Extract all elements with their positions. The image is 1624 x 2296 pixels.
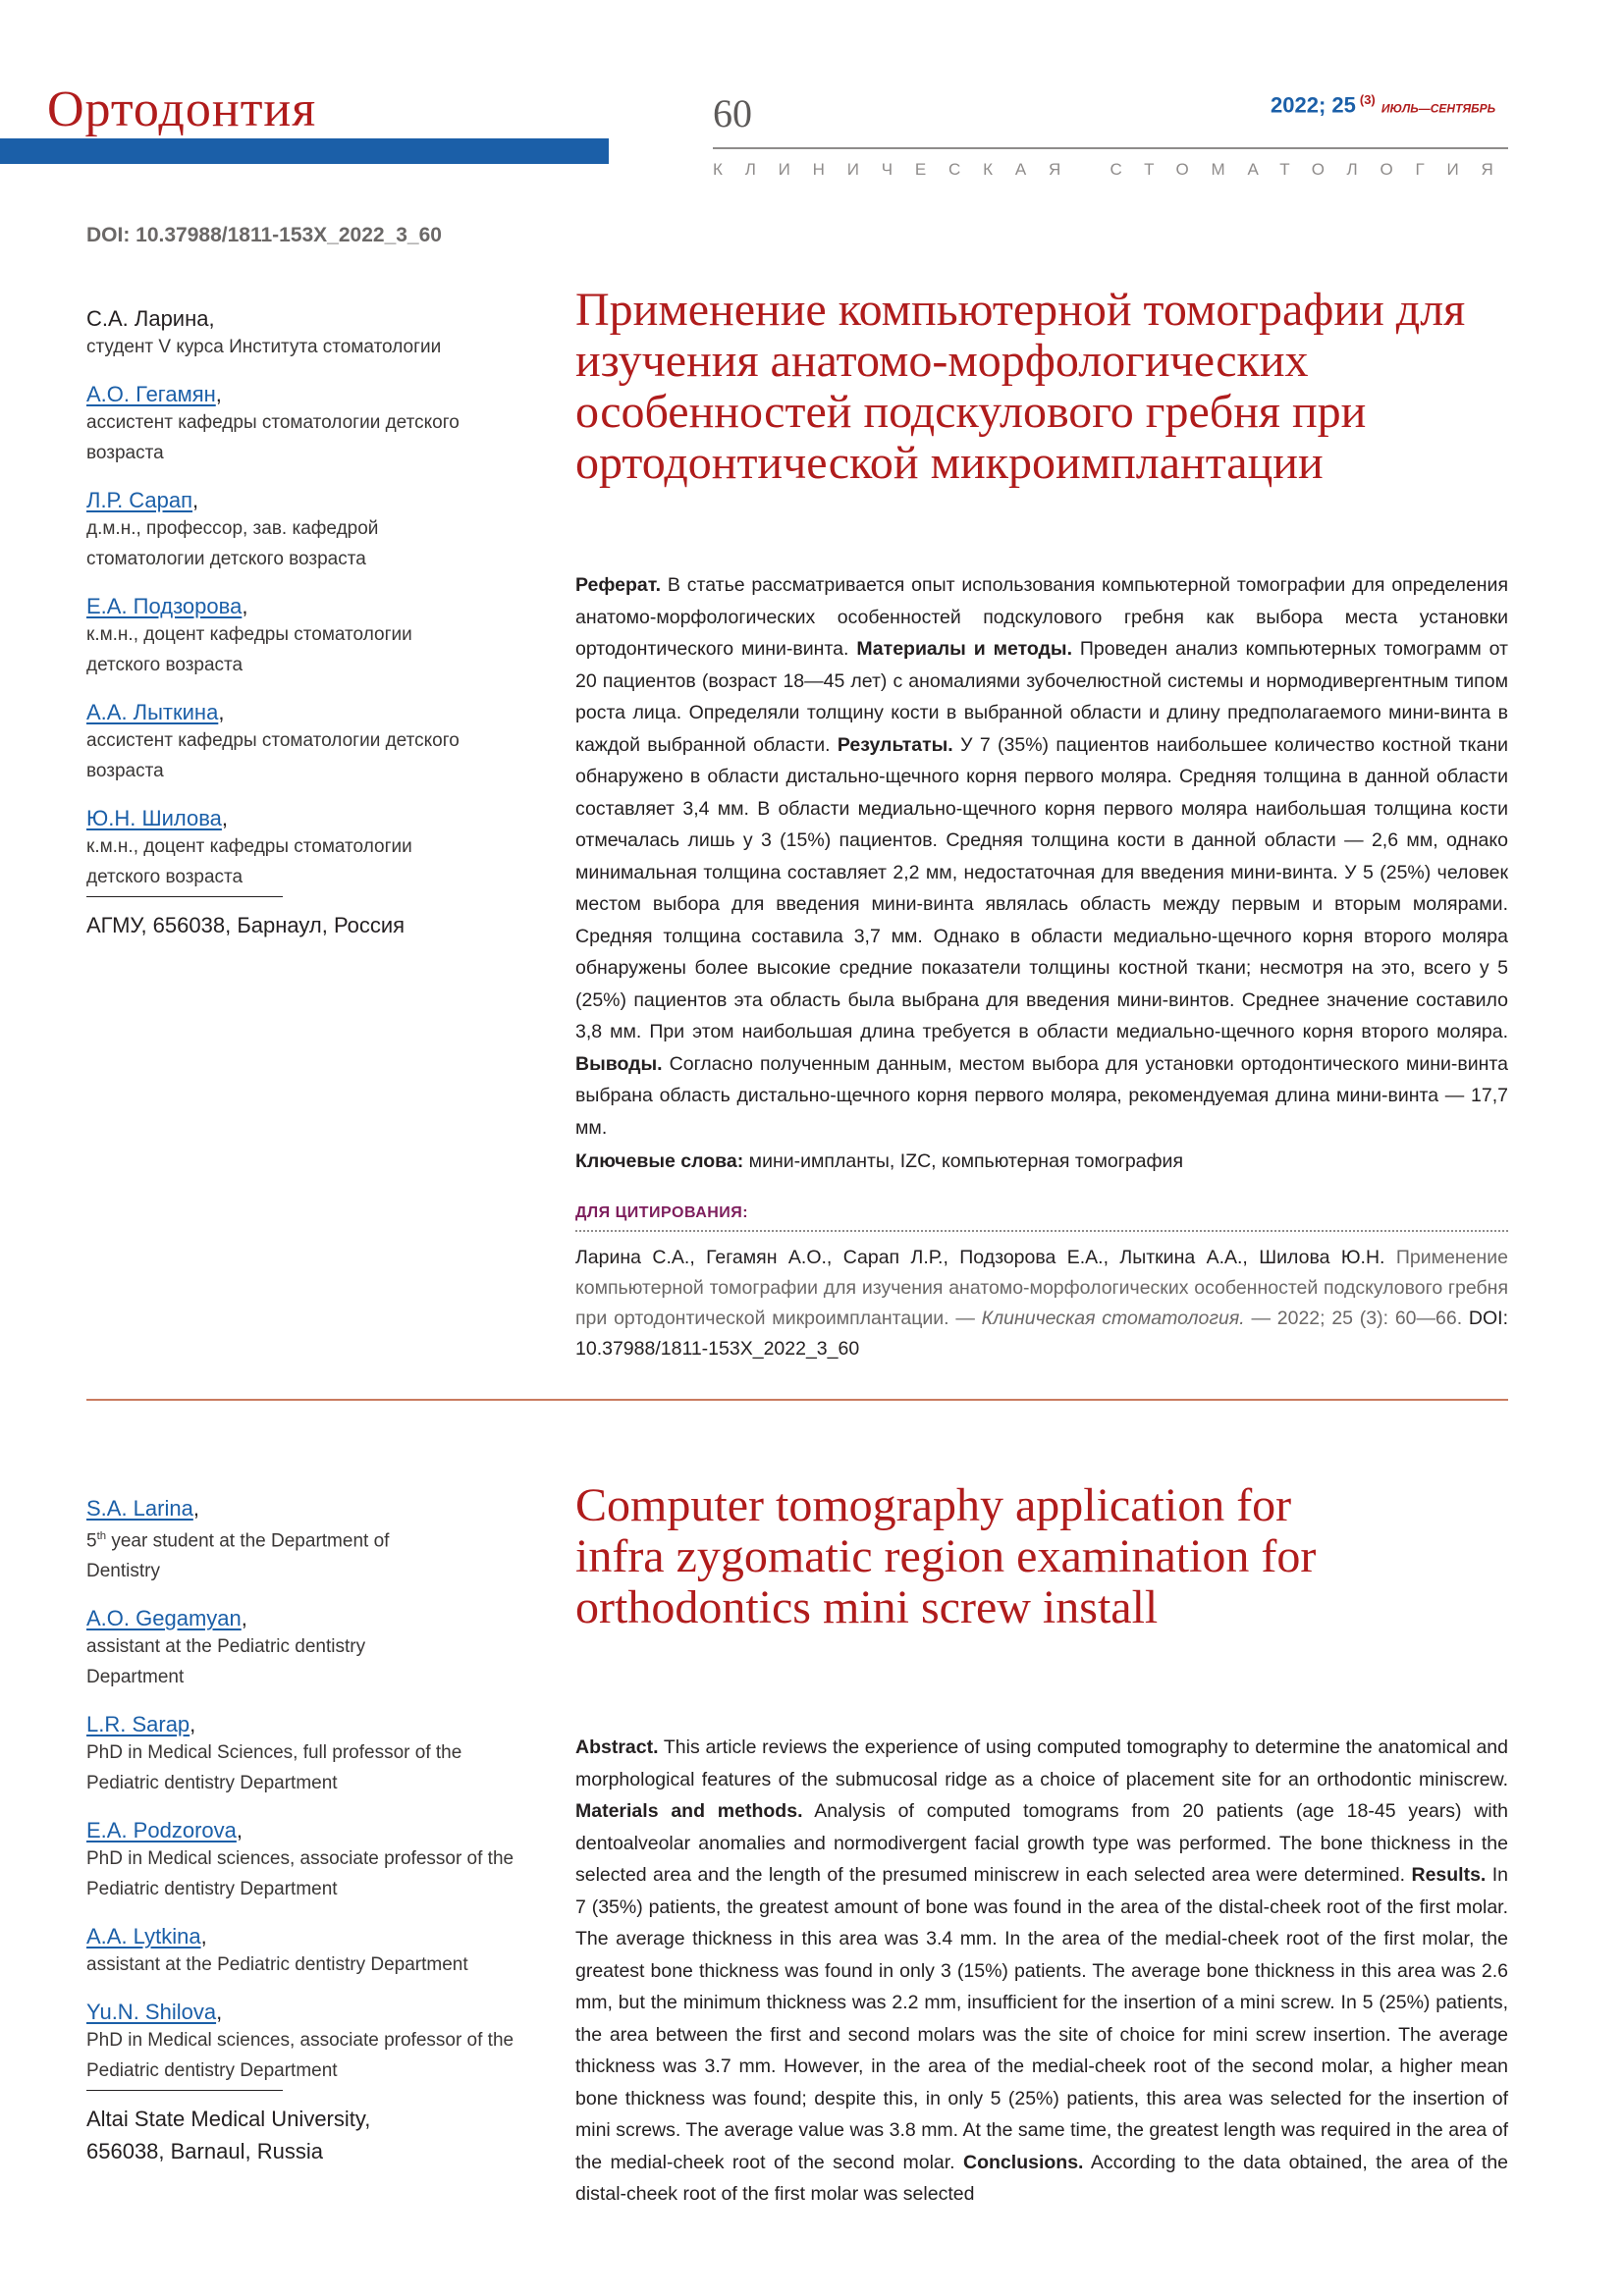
author-position: PhD in Medical Sciences, full professor of the Pediatric dentistry Department xyxy=(86,1742,462,1794)
author-name-link[interactable]: Ю.Н. Шилова xyxy=(86,806,222,830)
doi: DOI: 10.37988/1811-153X_2022_3_60 xyxy=(86,224,442,246)
author-position: ассистент кафедры стоматологии детского возраста xyxy=(86,412,460,463)
author-ru: А.А. Лыткина, ассистент кафедры стоматологии детского возраста xyxy=(86,700,538,786)
author-name-link[interactable]: E.A. Podzorova xyxy=(86,1818,237,1843)
affiliation-rule xyxy=(86,2090,283,2091)
author-name-link[interactable]: A.A. Lytkina xyxy=(86,1924,201,1949)
author-ru: А.О. Гегамян, ассистент кафедры стоматологии детского возраста xyxy=(86,382,538,468)
author-name-link[interactable]: Л.Р. Сарап xyxy=(86,488,193,512)
results-text: У 7 (35%) пациентов наибольшее количество костной ткани обнаружено в области дистально-щечного корня первого моляра. Средняя толщина в данной области составляет 3,4 мм. В области медиально-щечного корня первого моляра наибольшая толщина кости отмечалась лишь у 3 (15%) пациентов. Средняя толщина кости в данной области — 2,6 мм, однако минимальная толщина составляет 2,2 мм, недостаточная для введения мини-винта. У 5 (25%) человек местом выбора для введения мини-винта являлась область между первым и вторым молярами. Средняя толщина составила 3,7 мм. Однако в области медиально-щечного корня второго моляра обнаружены более высокие средние показатели толщины костной ткани; несмотря на это, всего у 5 (25%) пациентов эта область была выбрана для введения мини-винтов. Среднее значение составило 3,8 мм. При этом наибольшая длина требуется в области медиально-щечного корня второго моляра. xyxy=(575,733,1509,1042)
author-name-link[interactable]: А.О. Гегамян xyxy=(86,382,216,406)
author-en: E.A. Podzorova, PhD in Medical sciences, associate professor of the Pediatric dentistry Department xyxy=(86,1818,538,1904)
author-en: S.A. Larina, 5th year student at the Department of Dentistry xyxy=(86,1496,538,1586)
journal-name: КЛИНИЧЕСКАЯ СТОМАТОЛОГИЯ xyxy=(713,160,1516,179)
keywords-text: мини-импланты, IZC, компьютерная томография xyxy=(748,1150,1184,1172)
conclusions-label: Выводы. xyxy=(575,1052,663,1075)
methods-text: Проведен анализ компьютерных томограмм от 20 пациентов (возраст 18—45 лет) с аномалиями зубочелюстной системы и нормодивергентным типом роста лица. Определяли толщину кости в выбранной области и длину предполагаемого мини-винта в каждой выбранной области. xyxy=(575,638,1508,756)
author-name-link[interactable]: Yu.N. Shilova xyxy=(86,2000,217,2025)
citation-doi: DOI: 10.37988/1811-153X_2022_3_60 xyxy=(575,1308,1508,1360)
authors-ru xyxy=(86,306,538,941)
author-name-link[interactable]: L.R. Sarap xyxy=(86,1712,190,1737)
author-position: к.м.н., доцент кафедры стоматологии детского возраста xyxy=(86,836,412,887)
author-position: д.м.н., профессор, зав. кафедрой стоматологии детского возраста xyxy=(86,518,379,569)
citation-authors: Ларина С.А., Гегамян А.О., Сарап Л.Р., Подзорова Е.А., Лыткина А.А., Шилова Ю.Н. xyxy=(575,1247,1385,1268)
author-en: Yu.N. Shilova, PhD in Medical sciences, associate professor of the Pediatric dentistry Department xyxy=(86,2000,538,2086)
article-title-en: Computer tomography application for infra zygomatic region examination for orthodontics mini screw install xyxy=(575,1479,1317,1633)
citation-journal: Клиническая стоматология. xyxy=(981,1308,1245,1329)
citation xyxy=(575,1243,1508,1364)
author-name-link[interactable]: А.А. Лыткина xyxy=(86,700,219,724)
author-en: A.O. Gegamyan, assistant at the Pediatric dentistry Department xyxy=(86,1606,538,1692)
author-name-link[interactable]: S.A. Larina xyxy=(86,1496,193,1521)
issue-year-volume: 2022; 25 xyxy=(1271,92,1356,118)
author-ru: Ю.Н. Шилова, к.м.н., доцент кафедры стоматологии детского возраста xyxy=(86,806,538,892)
author-position: assistant at the Pediatric dentistry Department xyxy=(86,1954,468,1976)
affiliation-ru: АГМУ, 656038, Барнаул, Россия xyxy=(86,913,406,937)
author-name-link[interactable]: A.O. Gegamyan xyxy=(86,1606,242,1631)
author-en: L.R. Sarap, PhD in Medical Sciences, full professor of the Pediatric dentistry Department xyxy=(86,1712,538,1798)
citation-title: Применение компьютерной томографии для изучения анатомо-морфологических особенностей подскулового гребня при ортодонтической микроимплантации. — xyxy=(575,1247,1508,1329)
results-text: In 7 (35%) patients, the greatest amount of bone was found in the area of the distal-cheek root of the first molar. The average thickness in this area was 3.4 mm. In the area of the medial-cheek root of the first molar, the greatest bone thickness was found in only 3 (15%) patients. The average bone thickness in this area was 2.6 mm, but the minimum thickness was 2.2 mm, insufficient for the insertion of a mini screw. In 5 (25%) patients, the area between the first and second molars was the site of choice for mini screw insertion. The average thickness was 3.7 mm. However, in the area of the medial-cheek root of the second molar, a higher mean bone thickness was found; despite this, in only 5 (25%) patients, this area was selected for the insertion of mini screws. The average value was 3.8 mm. At the same time, the greatest length was required in the area of the medial-cheek root of the second molar. xyxy=(575,1864,1509,2173)
conclusions-label: Conclusions. xyxy=(963,2151,1084,2173)
abstract-ru xyxy=(575,569,1508,1144)
author-position: assistant at the Pediatric dentistry Department xyxy=(86,1636,366,1688)
results-label: Results. xyxy=(1411,1864,1487,1886)
author-position: PhD in Medical sciences, associate professor of the Pediatric dentistry Department xyxy=(86,2030,514,2082)
methods-label: Материалы и методы. xyxy=(856,638,1072,660)
keywords-label: Ключевые слова: xyxy=(575,1150,744,1172)
author-ru: Л.Р. Сарап, д.м.н., профессор, зав. кафедрой стоматологии детского возраста xyxy=(86,488,538,574)
page-number: 60 xyxy=(713,91,752,135)
citation-rule xyxy=(575,1230,1508,1232)
methods-label: Materials and methods. xyxy=(575,1800,803,1822)
author-position: студент V курса Института стоматологии xyxy=(86,337,442,357)
header-rule xyxy=(713,147,1508,149)
affiliation-en: Altai State Medical University, 656038, Barnaul, Russia xyxy=(86,2107,371,2164)
author-en: A.A. Lytkina, assistant at the Pediatric dentistry Department xyxy=(86,1924,538,1980)
author-name: С.А. Ларина xyxy=(86,306,209,331)
issue-months: ИЮЛЬ—СЕНТЯБРЬ xyxy=(1380,101,1496,116)
section-name: Ортодонтия xyxy=(47,81,317,137)
keywords xyxy=(575,1150,1508,1173)
author-ru: Е.А. Подзорова, к.м.н., доцент кафедры стоматологии детского возраста xyxy=(86,594,538,680)
affiliation-rule xyxy=(86,896,283,897)
conclusions-text: Согласно полученным данным, местом выбора для установки ортодонтического мини-винта выбрана область дистально-щечного корня первого моляра, рекомендуемая длина мини-винта — 17,7 мм. xyxy=(575,1052,1508,1139)
issue-number: (3) xyxy=(1359,92,1376,107)
methods-text: Analysis of computed tomograms from 20 patients (age 18-45 years) with dentoalveolar anomalies and normodivergent facial growth type was performed. The bone thickness in the selected area and the length of the presumed miniscrew in each selected area were determined. xyxy=(575,1800,1509,1886)
citation-details: — 2022; 25 (3): 60—66. xyxy=(1251,1308,1463,1329)
author-position: ассистент кафедры стоматологии детского возраста xyxy=(86,730,460,781)
article-title-ru: Применение компьютерной томографии для изучения анатомо-морфологических особенностей подскулового гребня при ортодонтической микроимплантации xyxy=(575,284,1466,489)
author-ru: С.А. Ларина, студент V курса Института стоматологии xyxy=(86,306,538,362)
issue-info xyxy=(1271,92,1495,118)
citation-heading: ДЛЯ ЦИТИРОВАНИЯ: xyxy=(575,1204,749,1221)
abstract-label: Abstract. xyxy=(575,1736,659,1758)
abstract-text: This article reviews the experience of using computed tomography to determine the anatomical and morphological features of the submucosal ridge as a choice of placement site for an orthodontic miniscrew. xyxy=(575,1736,1508,1790)
author-position: к.м.н., доцент кафедры стоматологии детского возраста xyxy=(86,624,412,675)
conclusions-text: According to the data obtained, the area of the distal-cheek root of the first molar was selected xyxy=(575,2151,1509,2205)
abstract-en xyxy=(575,1732,1508,2211)
results-label: Результаты. xyxy=(837,733,953,756)
section-color-bar xyxy=(0,138,609,164)
author-position: PhD in Medical sciences, associate professor of the Pediatric dentistry Department xyxy=(86,1848,514,1900)
author-position: 5th year student at the Department of Dentistry xyxy=(86,1530,390,1582)
section-divider xyxy=(86,1399,1508,1401)
author-name-link[interactable]: Е.А. Подзорова xyxy=(86,594,243,618)
authors-en xyxy=(86,1496,538,2167)
abstract-label: Реферат. xyxy=(575,574,662,596)
abstract-text: В статье рассматривается опыт использования компьютерной томографии для определения анатомо-морфологических особенностей подскулового гребня как выбора места установки ортодонтического мини-винта. xyxy=(575,574,1508,660)
